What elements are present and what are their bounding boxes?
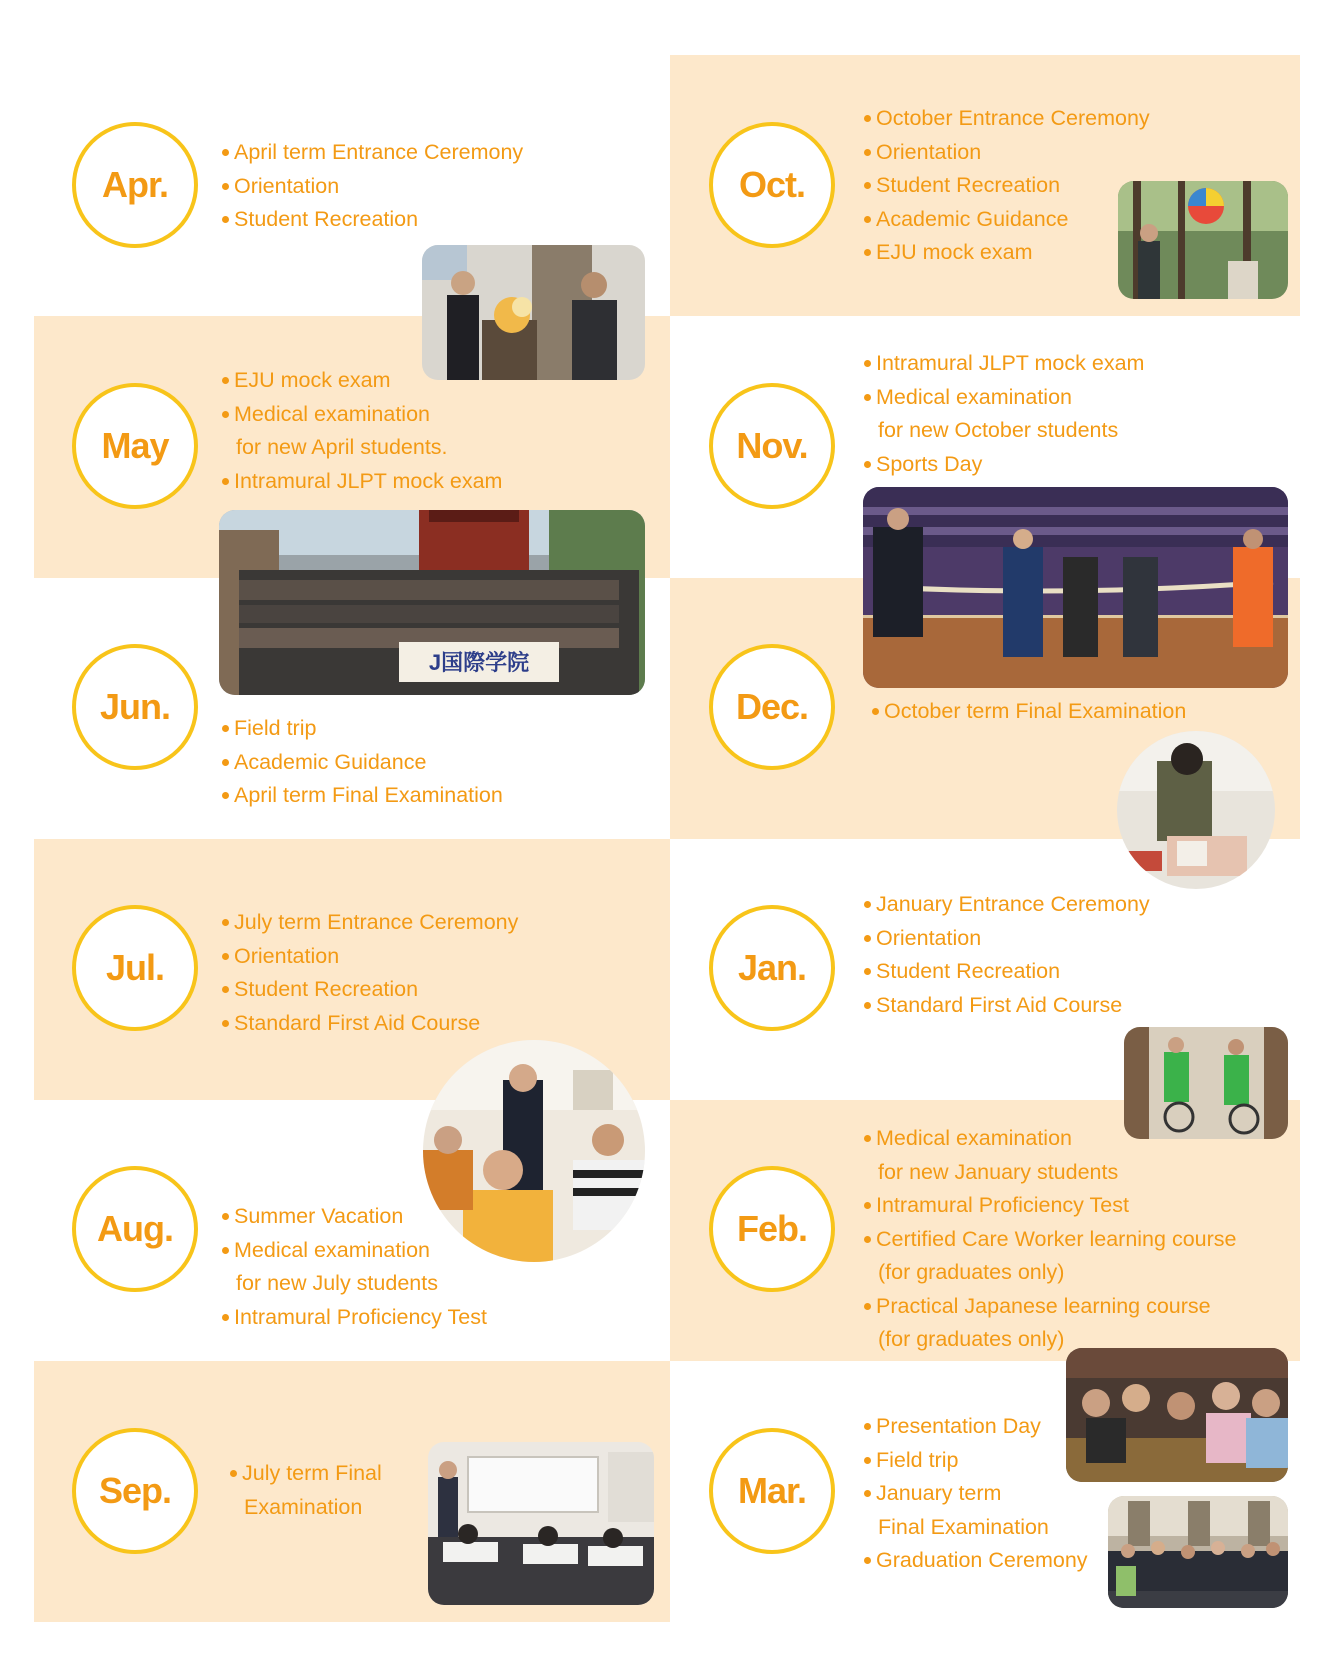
photo-recreation-park (1118, 181, 1288, 299)
photo-presentation-day (1066, 1348, 1288, 1482)
event-item: Field trip (222, 712, 503, 746)
event-item: Sports Day (864, 448, 1144, 482)
month-badge-oct: Oct. (709, 122, 835, 248)
event-item: Intramural JLPT mock exam (222, 465, 502, 499)
event-item: Orientation (864, 922, 1150, 956)
events-oct (864, 102, 1150, 270)
event-item: Standard First Aid Course (864, 989, 1150, 1023)
events-apr (222, 136, 523, 237)
event-item: July term Final (230, 1457, 382, 1491)
month-badge-jun: Jun. (72, 644, 198, 770)
month-badge-feb: Feb. (709, 1166, 835, 1292)
event-item: Student Recreation (864, 169, 1150, 203)
event-item: Summer Vacation (222, 1200, 487, 1234)
event-item: EJU mock exam (864, 236, 1150, 270)
photo-entrance-ceremony (422, 245, 645, 380)
event-item-continued: Final Examination (878, 1514, 1049, 1539)
event-item: Medical examination (864, 381, 1144, 415)
event-item-continued: for new April students. (236, 435, 448, 459)
event-item-continued: Examination (244, 1494, 363, 1519)
event-item: April term Entrance Ceremony (222, 136, 523, 170)
month-badge-sep: Sep. (72, 1428, 198, 1554)
month-badge-aug: Aug. (72, 1166, 198, 1292)
month-badge-may: May (72, 383, 198, 509)
events-jul (222, 906, 518, 1040)
month-badge-dec: Dec. (709, 644, 835, 770)
events-jan (864, 888, 1150, 1022)
events-jun (222, 712, 503, 813)
photo-field-trip-group (219, 510, 645, 695)
events-may (222, 364, 502, 498)
event-item-continued: for new July students (236, 1271, 438, 1295)
events-nov (864, 347, 1144, 481)
event-item: Academic Guidance (222, 746, 503, 780)
event-item: Student Recreation (222, 973, 518, 1007)
event-item: EJU mock exam (222, 364, 502, 398)
event-item: October Entrance Ceremony (864, 102, 1150, 136)
month-badge-jan: Jan. (709, 905, 835, 1031)
event-item: Orientation (222, 170, 523, 204)
event-item: January term (864, 1477, 1088, 1511)
event-item: Orientation (222, 940, 518, 974)
event-item: Orientation (864, 136, 1150, 170)
event-item: Intramural Proficiency Test (864, 1189, 1236, 1223)
events-sep (230, 1457, 382, 1524)
events-feb (864, 1122, 1236, 1357)
banner-text: J国際学院 (428, 650, 530, 675)
event-item: Certified Care Worker learning course (864, 1223, 1236, 1257)
photo-first-aid-training (1117, 731, 1275, 889)
event-item: Presentation Day (864, 1410, 1088, 1444)
event-item-continued: (for graduates only) (878, 1260, 1065, 1284)
event-item: Medical examination (222, 398, 502, 432)
events-mar (864, 1410, 1088, 1578)
photo-sports-day-tug-of-war (863, 487, 1288, 688)
event-item: October term Final Examination (872, 695, 1186, 729)
event-item-continued: for new January students (878, 1159, 1119, 1184)
event-item-continued: for new October students (878, 418, 1119, 442)
event-item: Standard First Aid Course (222, 1007, 518, 1041)
event-item-continued: (for graduates only) (878, 1327, 1065, 1351)
event-item: Academic Guidance (864, 203, 1150, 237)
month-badge-jul: Jul. (72, 905, 198, 1031)
month-badge-apr: Apr. (72, 122, 198, 248)
event-item: Medical examination (222, 1234, 487, 1268)
event-item: Student Recreation (864, 955, 1150, 989)
events-dec (872, 695, 1186, 729)
event-item: Practical Japanese learning course (864, 1290, 1236, 1324)
event-item: Graduation Ceremony (864, 1544, 1088, 1578)
event-item: April term Final Examination (222, 779, 503, 813)
photo-graduation-ceremony (1108, 1496, 1288, 1608)
events-aug (222, 1200, 487, 1334)
event-item: July term Entrance Ceremony (222, 906, 518, 940)
event-item: Medical examination (864, 1122, 1236, 1156)
month-badge-nov: Nov. (709, 383, 835, 509)
photo-final-exam-classroom (428, 1442, 654, 1605)
event-item: Intramural JLPT mock exam (864, 347, 1144, 381)
month-badge-mar: Mar. (709, 1428, 835, 1554)
event-item: Intramural Proficiency Test (222, 1301, 487, 1335)
event-item: Field trip (864, 1444, 1088, 1478)
event-item: Student Recreation (222, 203, 523, 237)
event-item: January Entrance Ceremony (864, 888, 1150, 922)
